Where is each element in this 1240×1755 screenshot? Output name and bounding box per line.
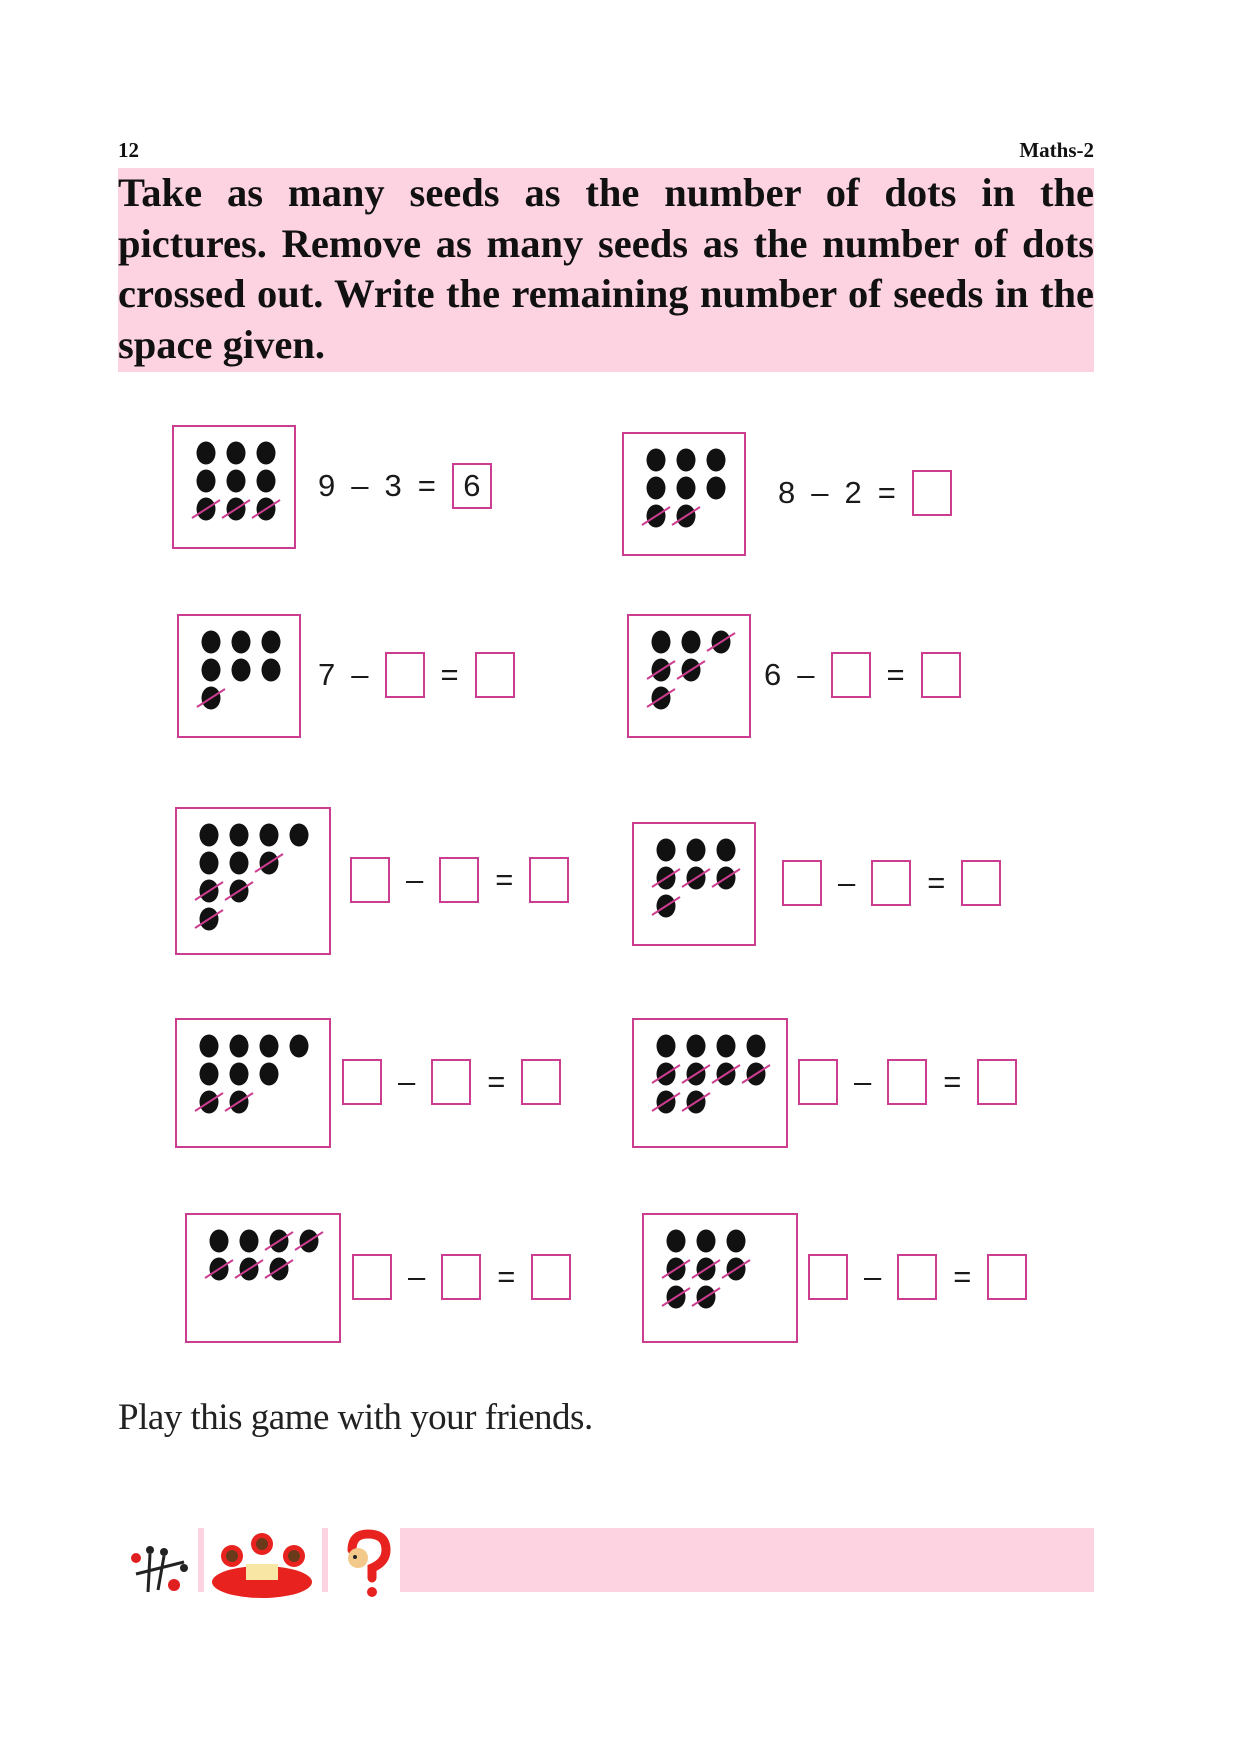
seed-dot xyxy=(227,442,246,465)
minuend-answer-box[interactable] xyxy=(342,1059,382,1105)
seed-dot xyxy=(240,1230,259,1253)
minuend-answer-box[interactable] xyxy=(808,1254,848,1300)
minuend: 6 xyxy=(764,657,782,692)
equation xyxy=(778,470,952,516)
subtrahend-answer-box[interactable] xyxy=(441,1254,481,1300)
seed-dot xyxy=(197,470,216,493)
dot-picture xyxy=(622,432,746,556)
subtrahend-answer-box[interactable] xyxy=(887,1059,927,1105)
seed-dot xyxy=(262,659,281,682)
seed-dot xyxy=(200,1035,219,1058)
minus-sign: – xyxy=(864,1259,882,1294)
exercise-10 xyxy=(642,1213,1100,1349)
seed-dot xyxy=(210,1230,229,1253)
equals-sign: = xyxy=(417,468,436,503)
seed-dot xyxy=(717,839,736,862)
seed-dot xyxy=(657,1035,676,1058)
minuend: 9 xyxy=(318,468,336,503)
dot-picture xyxy=(185,1213,341,1343)
dot-picture xyxy=(627,614,751,738)
equals-sign: = xyxy=(927,865,946,900)
equals-sign: = xyxy=(495,862,514,897)
subtrahend-answer-box[interactable] xyxy=(431,1059,471,1105)
equation xyxy=(342,1059,561,1105)
subtrahend: 3 xyxy=(384,468,402,503)
dot-picture xyxy=(642,1213,798,1343)
page-number: 12 xyxy=(118,138,139,162)
seed-dot xyxy=(260,1035,279,1058)
subtrahend-answer-box[interactable] xyxy=(897,1254,937,1300)
equation xyxy=(318,652,515,698)
activity-strip xyxy=(118,1528,1094,1592)
seed-dot xyxy=(200,1063,219,1086)
seed-dot xyxy=(200,824,219,847)
seed-dot xyxy=(230,852,249,875)
seed-dot xyxy=(667,1230,686,1253)
result-answer-box[interactable] xyxy=(987,1254,1027,1300)
minuend-answer-box[interactable] xyxy=(782,860,822,906)
equation xyxy=(350,857,569,903)
seed-dot xyxy=(677,477,696,500)
seed-dot xyxy=(290,1035,309,1058)
seed-dot xyxy=(197,442,216,465)
minus-sign: – xyxy=(398,1064,416,1099)
seed-dot xyxy=(677,449,696,472)
seed-dot xyxy=(260,824,279,847)
seed-dot xyxy=(652,631,671,654)
seed-dot xyxy=(647,477,666,500)
exercise-6 xyxy=(632,822,1152,958)
seed-dot xyxy=(202,659,221,682)
exercise-7 xyxy=(175,1018,695,1154)
seed-dot xyxy=(230,1063,249,1086)
subtrahend-answer-box[interactable] xyxy=(871,860,911,906)
exercise-5 xyxy=(175,807,695,943)
subtrahend: 2 xyxy=(844,475,862,510)
result-answer-box[interactable] xyxy=(977,1059,1017,1105)
exercise-8 xyxy=(632,1018,1152,1154)
seed-dot xyxy=(232,631,251,654)
equals-sign: = xyxy=(953,1259,972,1294)
equation xyxy=(764,652,961,698)
page-header xyxy=(118,138,1094,162)
minus-sign: – xyxy=(408,1259,426,1294)
minus-sign: – xyxy=(351,657,369,692)
seed-dot xyxy=(687,839,706,862)
dot-picture xyxy=(172,425,296,549)
equals-sign: = xyxy=(877,475,896,510)
result-answer-box[interactable] xyxy=(921,652,961,698)
result-answer-box[interactable] xyxy=(912,470,952,516)
result-answer-box[interactable] xyxy=(475,652,515,698)
minus-sign: – xyxy=(811,475,829,510)
seed-dot xyxy=(697,1230,716,1253)
seed-dot xyxy=(727,1230,746,1253)
minuend-answer-box[interactable] xyxy=(798,1059,838,1105)
instruction-text: Take as many seeds as the number of dots in the pictures. Remove as many seeds as the number of dots crossed out. Write the remaining number of seeds in the space given. xyxy=(118,168,1094,372)
seed-dot xyxy=(687,1035,706,1058)
seed-dot xyxy=(747,1035,766,1058)
equation xyxy=(352,1254,571,1300)
minuend: 8 xyxy=(778,475,796,510)
group-play-icon xyxy=(204,1528,322,1600)
dot-picture xyxy=(177,614,301,738)
minus-sign: – xyxy=(838,865,856,900)
result-answer-box[interactable]: 6 xyxy=(452,463,492,509)
seed-dot xyxy=(717,1035,736,1058)
equation xyxy=(798,1059,1017,1105)
activity-icon xyxy=(118,1528,198,1600)
seed-dot xyxy=(707,449,726,472)
equals-sign: = xyxy=(497,1259,516,1294)
seed-dot xyxy=(707,477,726,500)
footer-text: Play this game with your friends. xyxy=(118,1397,593,1438)
result-answer-box[interactable] xyxy=(521,1059,561,1105)
equation xyxy=(782,860,1001,906)
exercise-9 xyxy=(185,1213,705,1349)
minus-sign: – xyxy=(854,1064,872,1099)
seed-dot xyxy=(200,852,219,875)
subtrahend-answer-box[interactable] xyxy=(385,652,425,698)
seed-dot xyxy=(257,442,276,465)
seed-dot xyxy=(230,824,249,847)
seed-dot xyxy=(260,1063,279,1086)
result-answer-box[interactable] xyxy=(961,860,1001,906)
subtrahend-answer-box[interactable] xyxy=(439,857,479,903)
equation xyxy=(318,463,492,509)
minuend-answer-box[interactable] xyxy=(352,1254,392,1300)
seed-dot xyxy=(230,1035,249,1058)
minus-sign: – xyxy=(797,657,815,692)
dot-picture xyxy=(632,822,756,946)
seed-dot xyxy=(262,631,281,654)
seed-dot xyxy=(202,631,221,654)
equals-sign: = xyxy=(487,1064,506,1099)
question-icon xyxy=(328,1528,400,1600)
seed-dot xyxy=(227,470,246,493)
seed-dot xyxy=(290,824,309,847)
minus-sign: – xyxy=(406,862,424,897)
equals-sign: = xyxy=(943,1064,962,1099)
minuend-answer-box[interactable] xyxy=(350,857,390,903)
seed-dot xyxy=(647,449,666,472)
dot-picture xyxy=(175,807,331,955)
result-answer-box[interactable] xyxy=(529,857,569,903)
exercise-1 xyxy=(172,425,692,561)
result-answer-box[interactable] xyxy=(531,1254,571,1300)
subtrahend-answer-box[interactable] xyxy=(831,652,871,698)
dot-picture xyxy=(175,1018,331,1148)
exercise-4 xyxy=(627,614,1147,750)
minuend: 7 xyxy=(318,657,336,692)
seed-dot xyxy=(682,631,701,654)
exercise-3 xyxy=(177,614,697,750)
seed-dot xyxy=(657,839,676,862)
equals-sign: = xyxy=(440,657,459,692)
book-title: Maths-2 xyxy=(1019,138,1094,162)
exercise-2 xyxy=(622,432,1142,568)
minus-sign: – xyxy=(351,468,369,503)
equation xyxy=(808,1254,1027,1300)
dot-picture xyxy=(632,1018,788,1148)
seed-dot xyxy=(232,659,251,682)
equals-sign: = xyxy=(886,657,905,692)
seed-dot xyxy=(257,470,276,493)
